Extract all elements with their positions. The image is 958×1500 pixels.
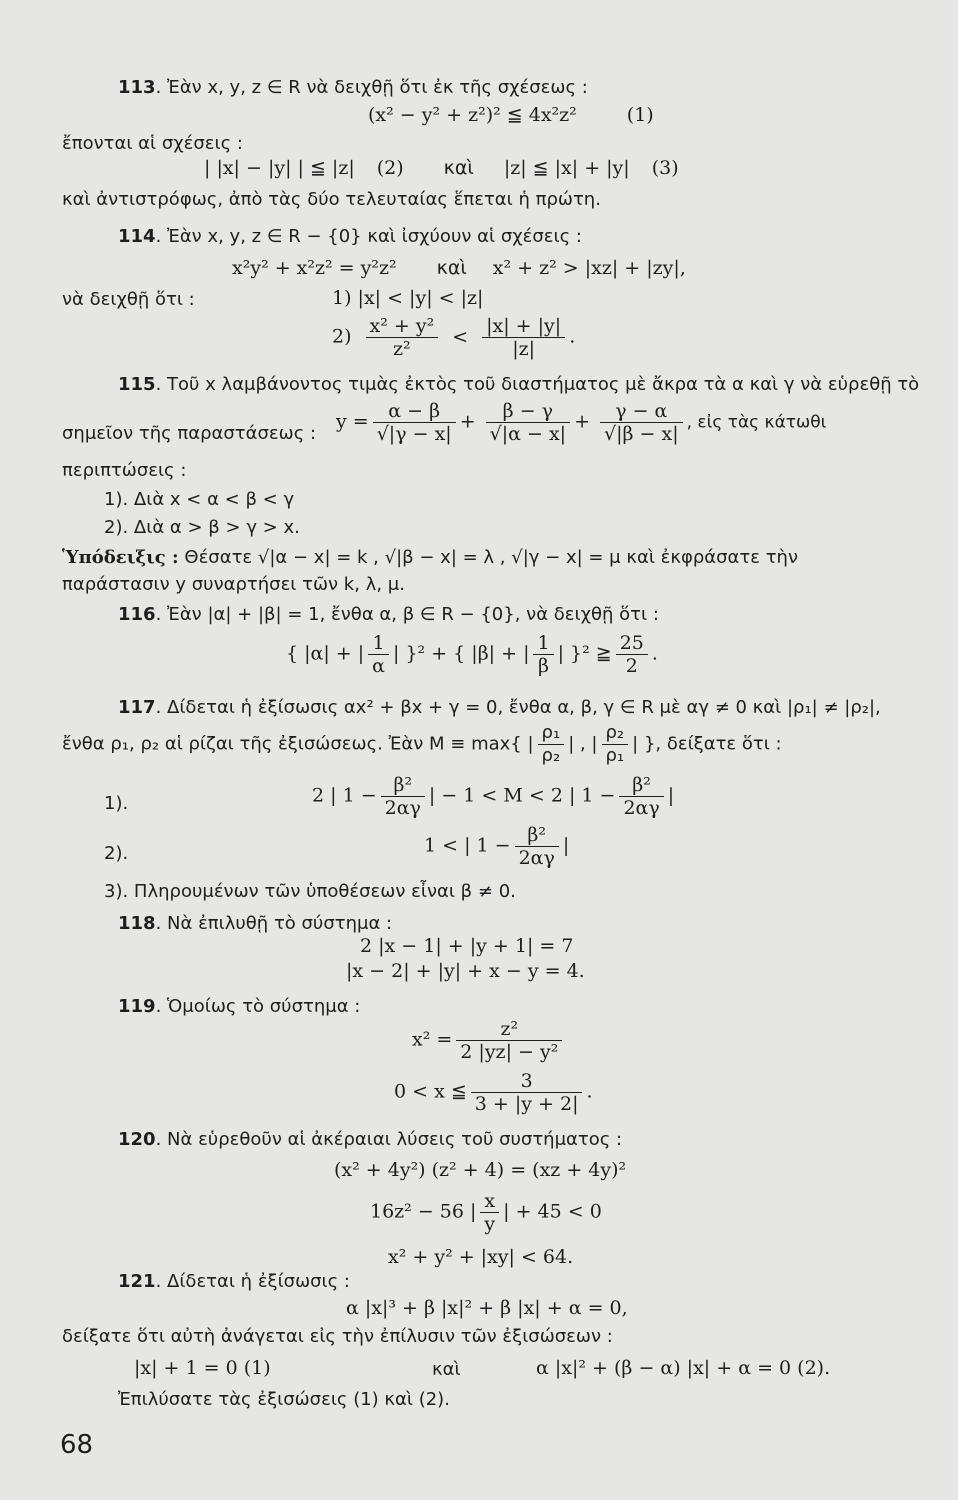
problem-119-eq2: 0 < x ≦ $\frac{3}{3 + |y + 2|}$ . xyxy=(394,1070,593,1115)
problem-114-show: νὰ δειχθῇ ὅτι : xyxy=(62,289,195,310)
problem-118-intro: 118. Νὰ ἐπιλυθῇ τὸ σύστημα : xyxy=(118,913,393,934)
problem-115-hint-line2: παράστασιν y συναρτήσει τῶν k, λ, μ. xyxy=(62,574,405,595)
problem-117-case1: 2 | 1 − $\frac{\text{β²}}{2\alpha\gamma}$ | − 1 < M < 2 | 1 − $\frac{\text{β²}}{2\alpha\gamma}$ | xyxy=(312,774,675,819)
problem-121-kai: καὶ xyxy=(432,1359,461,1380)
problem-116-intro: 116. Ἐὰν |α| + |β| = 1, ἔνθα α, β ∈ R − {0}, νὰ δειχθῇ ὅτι : xyxy=(118,604,659,625)
problem-119-intro: 119. Ὁμοίως τὸ σύστημα : xyxy=(118,996,361,1017)
problem-117-case2-label: 2). xyxy=(104,843,129,864)
problem-121-intro: 121. Δίδεται ἡ ἐξίσωσις : xyxy=(118,1271,351,1292)
problem-number: 115 xyxy=(118,374,156,395)
problem-114-intro: 114. Ἐὰν x, y, z ∈ R − {0} καὶ ἰσχύουν αἱ σχέσεις : xyxy=(118,226,582,247)
problem-115-expression: y = $\frac{\alpha - \beta}{√|\gamma - x|}$ + $\frac{\beta - \gamma}{√|\alpha - x|}$ + $\frac{\gamma - \alpha}{√|\beta - x|}$ , εἰς τὰς κάτωθι xyxy=(336,400,827,445)
problem-117-case1-label: 1). xyxy=(104,793,129,814)
problem-113-follow: ἔπονται αἱ σχέσεις : xyxy=(62,133,243,154)
problem-120-eq2: 16z² − 56 | $\frac{x}{y}$ | + 45 < 0 xyxy=(370,1190,602,1235)
problem-115-hint: Ὑπόδειξις : Θέσατε √|α − x| = k , √|β − x| = λ , √|γ − x| = μ καὶ ἐκφράσατε τὴν xyxy=(62,547,799,568)
problem-120-eq1: (x² + 4y²) (z² + 4) = (xz + 4y)² xyxy=(334,1159,627,1181)
problem-121-eq-a: |x| + 1 = 0 (1) xyxy=(134,1357,271,1379)
problem-115-case2: 2). Διὰ α > β > γ > x. xyxy=(104,517,300,538)
problem-number: 117 xyxy=(118,697,156,718)
problem-121-eq: α |x|³ + β |x|² + β |x| + α = 0, xyxy=(346,1297,628,1319)
problem-113-eq1: (x² − y² + z²)² ≦ 4x²z² (1) xyxy=(368,104,654,126)
problem-number: 121 xyxy=(118,1271,156,1292)
problem-number: 116 xyxy=(118,604,156,625)
problem-114-claim2: 2) $\frac{\text{x² + y²}}{\text{z²}}$ < $\frac{|x| + |y|}{|z|}$ . xyxy=(332,315,576,360)
problem-117-intro: 117. Δίδεται ἡ ἐξίσωσις αx² + βx + γ = 0, ἔνθα α, β, γ ∈ R μὲ αγ ≠ 0 καὶ |ρ₁| ≠ |ρ₂|, xyxy=(118,697,881,718)
problem-115-case1: 1). Διὰ x < α < β < γ xyxy=(104,489,295,510)
problem-115-cases: περιπτώσεις : xyxy=(62,460,187,481)
problem-120-eq3: x² + y² + |xy| < 64. xyxy=(388,1246,574,1268)
problem-118-eq2: |x − 2| + |y| + x − y = 4. xyxy=(346,960,585,982)
problem-121-show: δείξατε ὅτι αὐτὴ ἀνάγεται εἰς τὴν ἐπίλυσιν τῶν ἐξισώσεων : xyxy=(62,1326,613,1347)
problem-115-sign-label: σημεῖον τῆς παραστάσεως : xyxy=(62,423,317,444)
problem-121-eq-b: α |x|² + (β − α) |x| + α = 0 (2). xyxy=(536,1357,831,1379)
problem-number: 119 xyxy=(118,996,156,1017)
problem-118-eq1: 2 |x − 1| + |y + 1| = 7 xyxy=(360,935,574,957)
problem-number: 114 xyxy=(118,226,156,247)
problem-114-conditions: x²y² + x²z² = y²z² καὶ x² + z² > |xz| + |zy|, xyxy=(232,257,686,279)
problem-113-intro: 113. Ἐὰν x, y, z ∈ R νὰ δειχθῇ ὅτι ἐκ τῆς σχέσεως : xyxy=(118,77,588,98)
problem-113-relations: | |x| − |y| | ≦ |z| (2) καὶ |z| ≦ |x| + |y| (3) xyxy=(204,157,679,179)
problem-number: 118 xyxy=(118,913,156,934)
problem-113-conclusion: καὶ ἀντιστρόφως, ἀπὸ τὰς δύο τελευταίας ἕπεται ἡ πρώτη. xyxy=(62,189,601,210)
problem-number: 120 xyxy=(118,1129,156,1150)
problem-117-case3: 3). Πληρουμένων τῶν ὑποθέσεων εἶναι β ≠ 0. xyxy=(104,881,516,902)
problem-116-inequality: { |α| + | $\frac{1}{\alpha}$ | }² + { |β| + | $\frac{1}{\beta}$ | }² ≧ $\frac{25}{2}$ . xyxy=(286,632,658,677)
problem-115-intro: 115. Τοῦ x λαμβάνοντος τιμὰς ἐκτὸς τοῦ διαστήματος μὲ ἄκρα τὰ α καὶ γ νὰ εὑρεθῇ τὸ xyxy=(118,374,920,395)
problem-119-eq1: x² = $\frac{\text{z²}}{\text{2 |yz| − y²}}$ xyxy=(412,1018,566,1063)
problem-number: 113 xyxy=(118,77,156,98)
problem-117-line2: ἔνθα ρ₁, ρ₂ αἱ ρίζαι τῆς ἐξισώσεως. Ἐὰν M ≡ max{ | $\frac{\text{ρ₁}}{\text{ρ₂}}$ | , | $\frac{\text{ρ₂}}{\text{ρ₁}}$ | }, δείξατε ὅτι : xyxy=(62,722,782,766)
problem-114-claim1: 1) |x| < |y| < |z| xyxy=(332,287,484,309)
problem-121-solve: Ἐπιλύσατε τὰς ἐξισώσεις (1) καὶ (2). xyxy=(118,1389,450,1410)
page-number: 68 xyxy=(60,1430,94,1460)
problem-120-intro: 120. Νὰ εὑρεθοῦν αἱ ἀκέραιαι λύσεις τοῦ συστήματος : xyxy=(118,1129,623,1150)
problem-117-case2: 1 < | 1 − $\frac{\text{β²}}{2\alpha\gamma}$ | xyxy=(424,824,570,869)
